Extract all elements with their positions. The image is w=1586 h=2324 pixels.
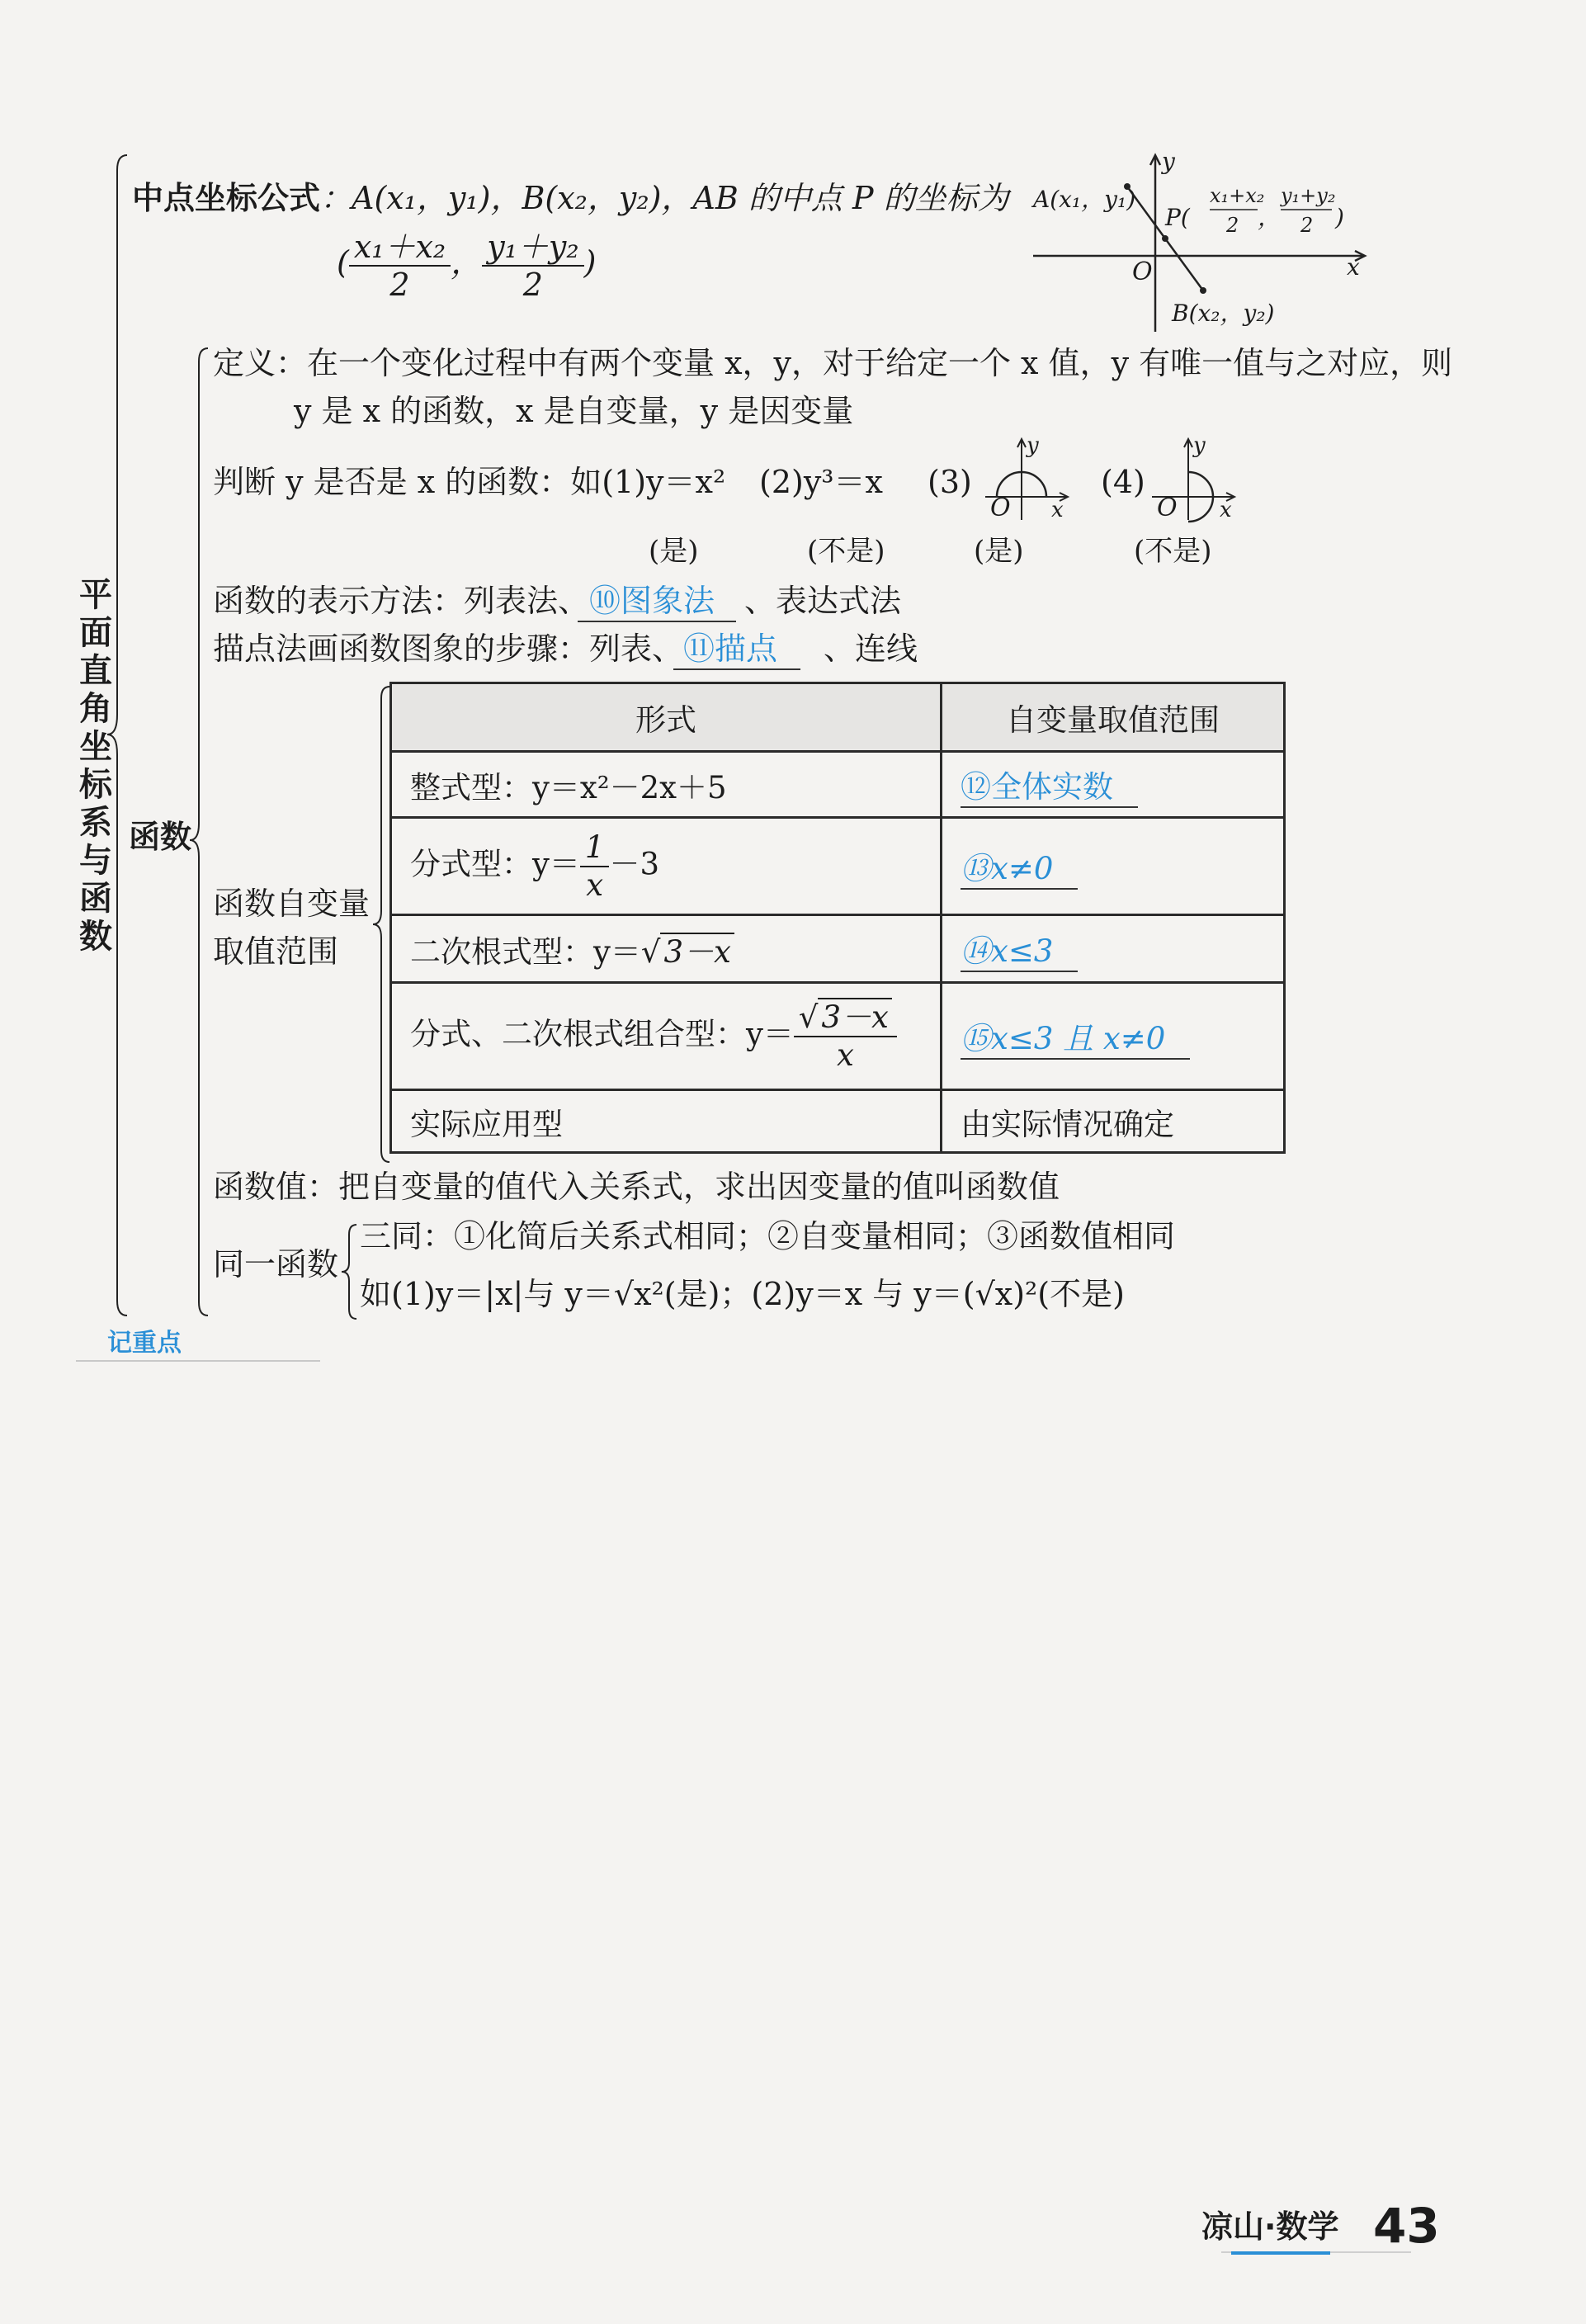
midpoint-x-frac — [349, 229, 451, 303]
judge-answer-1: (是) — [649, 535, 699, 568]
x-numerator: x₁＋x₂ — [349, 229, 451, 267]
footer-dot: · — [1264, 2208, 1277, 2245]
judge-item-2: (2)y³＝x — [759, 464, 883, 500]
x-denominator: 2 — [389, 266, 410, 303]
table-cell-range — [942, 915, 1285, 983]
judge-graph-3-y: y — [1027, 433, 1039, 458]
graph-y-label: y — [1162, 148, 1175, 175]
table-header-form: 形式 — [391, 683, 942, 752]
formula-open: ( — [337, 244, 349, 281]
domain-label: 函数自变量取值范围 — [213, 886, 371, 970]
judge-graph-4-origin: O — [1157, 494, 1178, 522]
definition-line-1: 定义：在一个变化过程中有两个变量 x，y，对于给定一个 x 值，y 有唯一值与之对应，则 — [213, 345, 1453, 381]
midpoint-text: ：A(x₁，y₁)，B(x₂，y₂)，AB 的中点 P 的坐标为 — [320, 180, 1009, 216]
fraction-denominator: x — [586, 867, 604, 903]
footer-region — [1201, 2207, 1338, 2246]
table-row — [391, 818, 1285, 915]
judge-graph-4-y: y — [1193, 433, 1206, 458]
plotting-prefix: 描点法画函数图象的步骤：列表、 — [213, 631, 684, 667]
function-value: 函数值：把自变量的值代入关系式，求出因变量的值叫函数值 — [213, 1169, 1060, 1205]
notes-label: 记重点 — [107, 1329, 182, 1358]
page-number: 43 — [1373, 2198, 1440, 2254]
function-brace — [188, 347, 211, 1317]
side-title: 平面直角坐标系与函数 — [79, 576, 112, 956]
point-b-dot — [1200, 287, 1206, 294]
notes-divider — [76, 1360, 320, 1362]
midpoint-line — [132, 178, 1009, 218]
footer-accent — [1231, 2251, 1330, 2255]
function-label: 函数 — [129, 819, 192, 855]
table-cell-form: 实际应用型 — [391, 1090, 942, 1153]
range-answer: ⑮x≤3 且 x≠0 — [961, 1013, 1190, 1060]
representation-suffix: 、表达式法 — [744, 583, 902, 619]
range-answer: ⑭x≤3 — [961, 926, 1078, 972]
judge-answer-4: (不是) — [1134, 535, 1212, 568]
midpoint-label: 中点坐标公式 — [132, 180, 321, 216]
table-cell-form — [391, 818, 942, 915]
sqrt-icon: √ — [798, 999, 819, 1035]
plotting-line — [213, 629, 918, 668]
midpoint-y-frac — [482, 229, 583, 303]
same-function-rule: 三同：①化简后关系式相同；②自变量相同；③函数值相同 — [360, 1218, 1176, 1254]
judge-item-3: (3) — [928, 464, 972, 500]
form-prefix: 分式型：y＝ — [410, 846, 580, 881]
definition-line-2: y 是 x 的函数，x 是自变量，y 是因变量 — [294, 393, 854, 429]
radicand: 3－x — [818, 998, 891, 1035]
table-row — [391, 983, 1285, 1090]
form-prefix: 二次根式型：y＝ — [410, 933, 641, 970]
plotting-suffix: 、连线 — [824, 631, 918, 667]
fraction-denominator: x — [836, 1037, 854, 1073]
table-cell-range: 由实际情况确定 — [942, 1090, 1285, 1153]
table-cell-range — [942, 752, 1285, 818]
y-numerator: y₁＋y₂ — [482, 229, 583, 267]
table-header-range: 自变量取值范围 — [942, 683, 1285, 752]
graph-point-a-label: A(x₁，y₁) — [1033, 186, 1136, 213]
midpoint-formula — [337, 221, 596, 304]
table-cell-form — [391, 915, 942, 983]
plotting-answer: ⑪描点 — [683, 631, 778, 667]
judge-graph-4-x: x — [1220, 498, 1232, 522]
form-prefix: 分式、二次根式组合型：y＝ — [410, 1016, 794, 1051]
graph-p-close: ) — [1335, 204, 1344, 231]
judge-answer-3: (是) — [974, 535, 1024, 568]
table-cell-form — [391, 983, 942, 1090]
formula-close: ) — [583, 244, 597, 281]
fraction-numerator — [794, 999, 897, 1037]
same-function-label: 同一函数 — [213, 1246, 339, 1282]
graph-p-x-num: x₁+x₂ — [1210, 184, 1265, 207]
footer-subject: 数学 — [1276, 2208, 1339, 2245]
table-cell-form: 整式型：y＝x²－2x＋5 — [391, 752, 942, 818]
range-answer: ⑬x≠0 — [961, 843, 1078, 890]
graph-origin-label: O — [1132, 257, 1153, 286]
same-function-example: 如(1)y＝|x|与 y＝√x²(是)；(2)y＝x 与 y＝(√x)²(不是) — [360, 1276, 1125, 1312]
representation-line — [213, 581, 901, 621]
table-cell-range — [942, 818, 1285, 915]
table-row — [391, 915, 1285, 983]
representation-answer: ⑩图象法 — [589, 583, 715, 619]
judge-graph-3-origin: O — [990, 494, 1011, 522]
form-fraction — [580, 829, 610, 904]
fraction-numerator: 1 — [580, 829, 610, 867]
plotting-answer-underline — [673, 668, 800, 670]
table-row — [391, 1090, 1285, 1153]
graph-point-p-label: P( — [1165, 204, 1190, 231]
table-cell-range — [942, 983, 1285, 1090]
graph-point-b-label: B(x₂，y₂) — [1172, 300, 1275, 327]
judge-graph-3-x: x — [1051, 498, 1064, 522]
form-suffix: －3 — [609, 846, 659, 881]
domain-table — [389, 682, 1286, 1154]
table-header-row — [391, 683, 1285, 752]
judge-answer-2: (不是) — [807, 535, 885, 568]
form-fraction — [794, 999, 897, 1074]
formula-comma: ， — [451, 244, 483, 281]
footer-region-text: 凉山 — [1201, 2208, 1265, 2245]
representation-answer-underline — [578, 621, 736, 622]
judge-item-4: (4) — [1101, 464, 1145, 500]
graph-p-x-den: 2 — [1226, 214, 1239, 237]
y-denominator: 2 — [522, 266, 543, 303]
graph-p-y-num: y₁+y₂ — [1281, 184, 1336, 207]
graph-p-y-den: 2 — [1300, 214, 1314, 237]
sqrt-icon: √ — [640, 933, 661, 970]
judge-intro: 判断 y 是否是 x 的函数：如(1)y＝x² — [213, 464, 726, 500]
radicand: 3－x — [660, 933, 734, 970]
same-function-brace — [340, 1223, 360, 1320]
graph-x-label: x — [1347, 253, 1360, 281]
graph-p-comma: ， — [1258, 204, 1282, 231]
table-row — [391, 752, 1285, 818]
range-answer: ⑫全体实数 — [961, 762, 1138, 808]
representation-prefix: 函数的表示方法：列表法、 — [213, 583, 590, 619]
